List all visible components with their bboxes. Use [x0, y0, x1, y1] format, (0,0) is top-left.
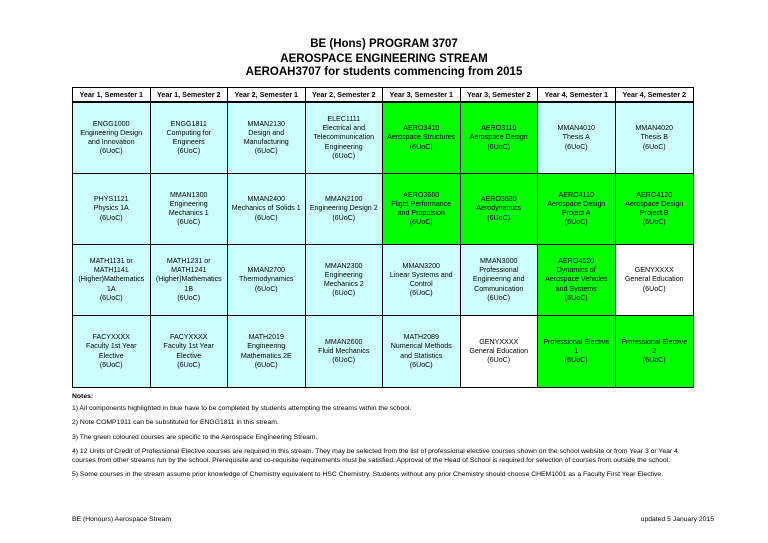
course-cell: GENYXXXX General Education (6UoC): [461, 316, 539, 387]
column-header: Year 1, Semester 1: [73, 88, 151, 103]
course-cell: MMAN3000 Professional Engineering and Communication (6UoC): [461, 245, 539, 316]
column-header: Year 2, Semester 1: [228, 88, 306, 103]
column-header: Year 3, Semester 1: [383, 88, 461, 103]
course-cell: MATH1231 or MATH1241 (Higher)Mathematics 1B (6UoC): [151, 245, 229, 316]
course-cell: FACYXXXX Faculty 1st Year Elective (6UoC): [151, 316, 229, 387]
course-cell: Professional Elective 2 (6UoC): [616, 316, 694, 387]
note-item: 5) Some courses in the stream assume prior knowledge of Chemistry equivalent to HSC Chemistry. Students without any prior Chemistry should choose CHEM1001 as a Faculty First Year Elective.: [72, 471, 664, 479]
course-cell: Professional Elective 1 (6UoC): [538, 316, 616, 387]
course-cell: MMAN4020 Thesis B (6UoC): [616, 103, 694, 174]
note-item: 1) All components highlighted in blue have to be completed by students attempting the streams within the school.: [72, 405, 412, 413]
course-cell: ENGG1000 Engineering Design and Innovation (6UoC): [73, 103, 151, 174]
course-cell: GENYXXXX General Education (6UoC): [616, 245, 694, 316]
course-cell: AERO3660 Flight Performance and Propulsion (6UoC): [383, 174, 461, 245]
course-cell: MATH2019 Engineering Mathematics 2E (6UoC): [228, 316, 306, 387]
course-cell: MMAN1300 Engineering Mechanics 1 (6UoC): [151, 174, 229, 245]
course-cell: MMAN4010 Thesis A (6UoC): [538, 103, 616, 174]
course-cell: MATH2089 Numerical Methods and Statistics (6UoC): [383, 316, 461, 387]
stream-title: AEROSPACE ENGINEERING STREAM: [280, 53, 488, 65]
stream-subtitle: AEROAH3707 for students commencing from 2015: [245, 66, 523, 78]
course-cell: ENGG1811 Computing for Engineers (6UoC): [151, 103, 229, 174]
footer-stream-name: BE (Honours) Aerospace Stream: [72, 516, 171, 523]
course-cell: ELEC1111 Electrical and Telecommunication Engineering (6UoC): [306, 103, 384, 174]
course-cell: AERO3110 Aerospace Design (6UoC): [461, 103, 539, 174]
course-cell: AERO3630 Aerodynamics (6UoC): [461, 174, 539, 245]
column-header: Year 4, Semester 1: [538, 88, 616, 103]
course-cell: MMAN2700 Thermodynamics (6UoC): [228, 245, 306, 316]
column-header: Year 1, Semester 2: [151, 88, 229, 103]
course-cell: PHYS1121 Physics 1A (6UoC): [73, 174, 151, 245]
course-cell: MMAN2100 Engineering Design 2 (6UoC): [306, 174, 384, 245]
note-item: 4) 12 Units of Credit of Professional Elective courses are required in this stream. They may be selected from the list of professional elective courses shown on the school website or from Year 3 or Year 4 courses from other streams run by the school. Prerequisite and co-requisite requirements must be satisfied. Approval of the Head of School is required for selection of courses from outside the school.: [72, 447, 678, 464]
column-header: Year 2, Semester 2: [306, 88, 384, 103]
course-cell: MMAN2130 Design and Manufacturing (6UoC): [228, 103, 306, 174]
course-cell: AERO4110 Aerospace Design Project A (6UoC): [538, 174, 616, 245]
note-item: 2) Note COMP1911 can be substituted for ENGG1811 in this stream.: [72, 419, 279, 427]
notes-heading: Notes:: [72, 393, 94, 400]
course-cell: FACYXXXX Faculty 1st Year Elective (6UoC): [73, 316, 151, 387]
course-cell: MMAN2400 Mechanics of Solids 1 (6UoC): [228, 174, 306, 245]
course-cell: MMAN3200 Linear Systems and Control (6UoC): [383, 245, 461, 316]
course-cell: AERO4120 Aerospace Design Project B (6UoC): [616, 174, 694, 245]
footer-updated-date: updated 5 January 2015: [640, 516, 714, 523]
note-item: 3) The green coloured courses are specific to the Aerospace Engineering Stream.: [72, 433, 318, 441]
program-title: BE (Hons) PROGRAM 3707: [310, 38, 458, 50]
course-cell: AERO4620 Dynamics of Aerospace Vehicles and Systems (6UoC): [538, 245, 616, 316]
course-table: [72, 87, 694, 388]
course-cell: MMAN2300 Engineering Mechanics 2 (6UoC): [306, 245, 384, 316]
course-cell: MATH1131 or MATH1141 (Higher)Mathematics 1A (6UoC): [73, 245, 151, 316]
column-header: Year 3, Semester 2: [461, 88, 539, 103]
column-header: Year 4, Semester 2: [616, 88, 694, 103]
course-cell: AERO3410 Aerospace Structures (6UoC): [383, 103, 461, 174]
notes-section: [72, 392, 696, 484]
course-cell: MMAN2600 Fluid Mechanics (6UoC): [306, 316, 384, 387]
